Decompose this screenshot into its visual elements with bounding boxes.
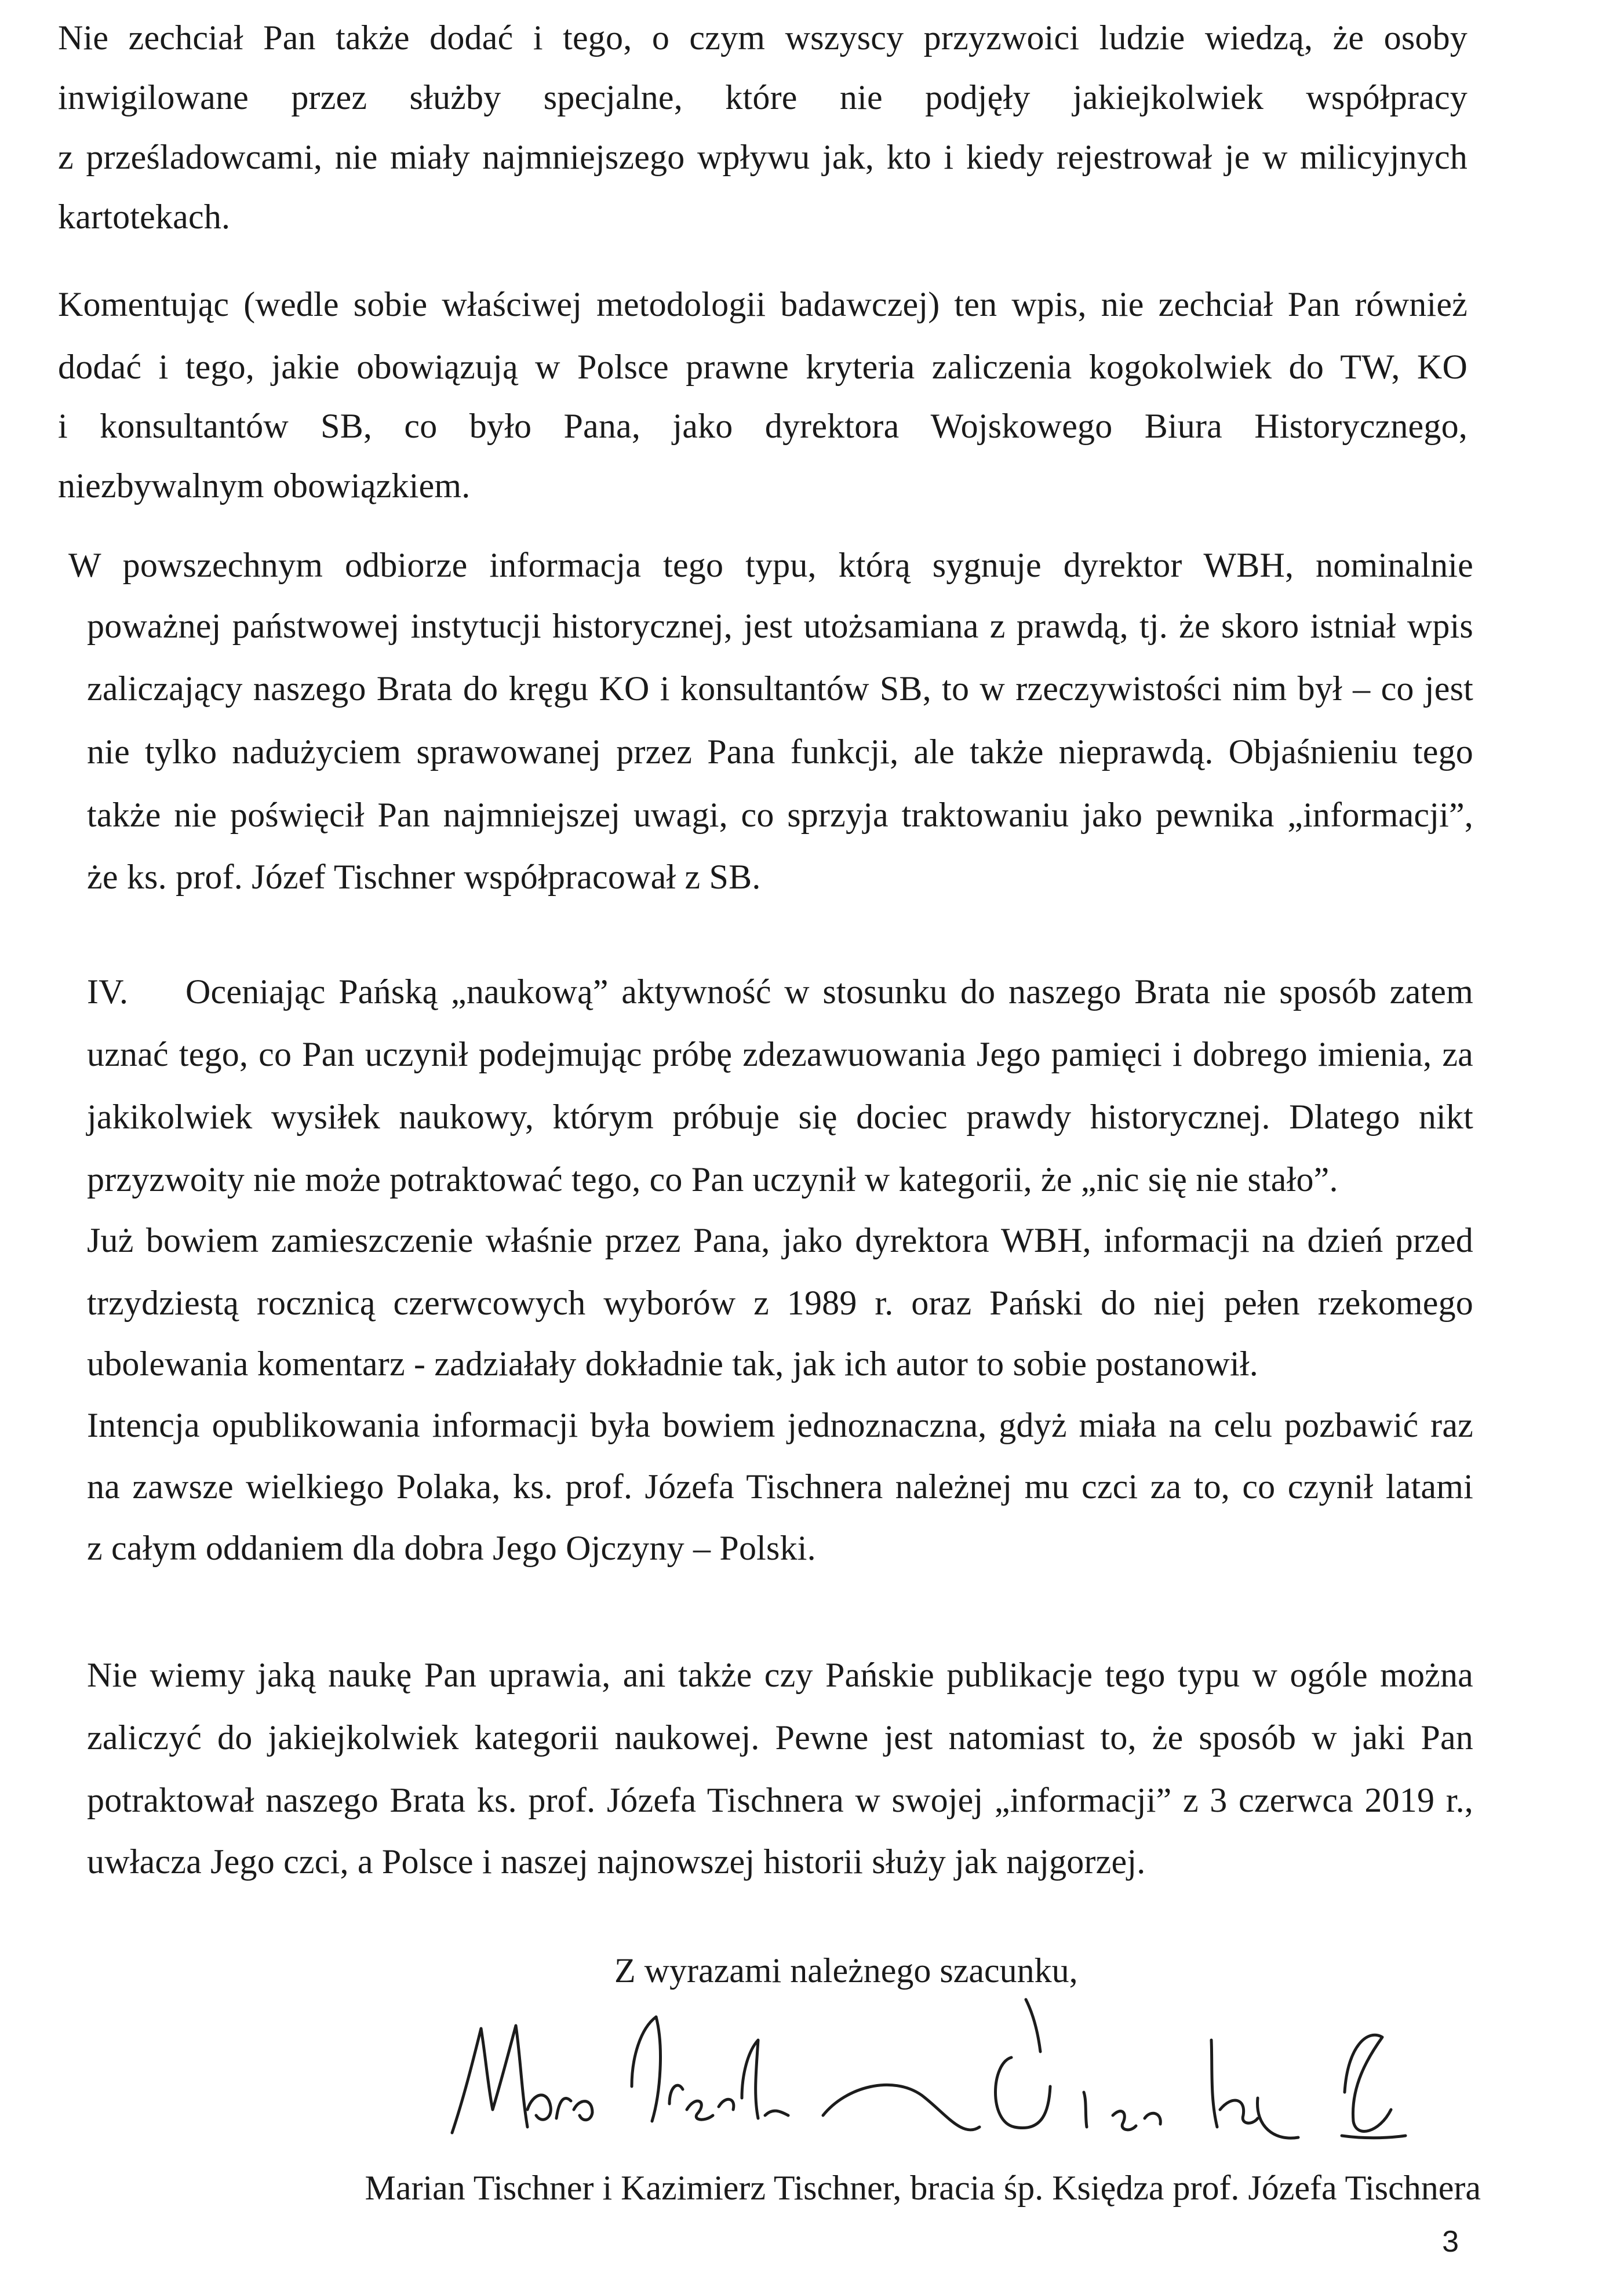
section-iv-line-4: przyzwoity nie może potraktować tego, co Pan uczynił w kategorii, że „nic się nie stało”.	[87, 1160, 1338, 1199]
paragraph-1-line-2: inwigilowane przez służby specjalne, które nie podjęły jakiejkolwiek współpracy	[58, 78, 1468, 116]
paragraph-7-line-4: uwłacza Jego czci, a Polsce i naszej najnowszej historii służy jak najgorzej.	[87, 1842, 1146, 1881]
paragraph-5-line-2: trzydziestą rocznicą czerwcowych wyborów z 1989 r. oraz Pański do niej pełen rzekomego	[87, 1284, 1473, 1322]
paragraph-7-line-1: Nie wiemy jaką naukę Pan uprawia, ani także czy Pańskie publikacje tego typu w ogóle można	[87, 1656, 1473, 1694]
paragraph-7-line-2: zaliczyć do jakiejkolwiek kategorii naukowej. Pewne jest natomiast to, że sposób w jaki Pan	[87, 1718, 1473, 1757]
paragraph-1-line-1: Nie zechciał Pan także dodać i tego, o czym wszyscy przyzwoici ludzie wiedzą, że osoby	[58, 19, 1468, 57]
section-iv-line-1-text: Oceniając Pańską „naukową” aktywność w stosunku do naszego Brata nie sposób zatem	[185, 973, 1473, 1011]
paragraph-3-line-1: W powszechnym odbiorze informacja tego typu, którą sygnuje dyrektor WBH, nominalnie	[68, 546, 1473, 584]
handwritten-signature	[440, 1994, 1437, 2156]
paragraph-1-line-3: z prześladowcami, nie miały najmniejszego wpływu jak, kto i kiedy rejestrował je w milicyjnych	[58, 138, 1468, 176]
paragraph-3-line-6: że ks. prof. Józef Tischner współpracował z SB.	[87, 858, 761, 896]
section-iv-line-3: jakikolwiek wysiłek naukowy, którym próbuje się dociec prawdy historycznej. Dlatego nikt	[87, 1098, 1473, 1136]
section-iv-line-2: uznać tego, co Pan uczynił podejmując próbę zdezawuowania Jego pamięci i dobrego imienia, za	[87, 1035, 1473, 1073]
paragraph-5-line-3: ubolewania komentarz - zadziałały dokładnie tak, jak ich autor to sobie postanowił.	[87, 1345, 1258, 1383]
paragraph-2-line-4: niezbywalnym obowiązkiem.	[58, 467, 471, 505]
paragraph-2-line-3: i konsultantów SB, co było Pana, jako dyrektora Wojskowego Biura Historycznego,	[58, 407, 1468, 445]
paragraph-6-line-2: na zawsze wielkiego Polaka, ks. prof. Józefa Tischnera należnej mu czci za to, co czynił latami	[87, 1467, 1473, 1506]
paragraph-2-line-2: dodać i tego, jakie obowiązują w Polsce prawne kryteria zaliczenia kogokolwiek do TW, KO	[58, 348, 1468, 386]
paragraph-5-line-1: Już bowiem zamieszczenie właśnie przez Pana, jako dyrektora WBH, informacji na dzień przed	[87, 1221, 1473, 1259]
signatories: Marian Tischner i Kazimierz Tischner, bracia śp. Księdza prof. Józefa Tischnera	[365, 2169, 1481, 2207]
page-number: 3	[1442, 2225, 1459, 2259]
paragraph-3-line-3: zaliczający naszego Brata do kręgu KO i konsultantów SB, to w rzeczywistości nim był – co jest	[87, 669, 1473, 708]
paragraph-3-line-4: nie tylko nadużyciem sprawowanej przez Pana funkcji, ale także nieprawdą. Objaśnieniu tego	[87, 733, 1473, 771]
closing-salutation: Z wyrazami należnego szacunku,	[614, 1951, 1078, 1990]
paragraph-3-line-5: także nie poświęcił Pan najmniejszej uwagi, co sprzyja traktowaniu jako pewnika „informacji”,	[87, 796, 1473, 834]
paragraph-3-line-2: poważnej państwowej instytucji historycznej, jest utożsamiana z prawdą, tj. że skoro istniał wpis	[87, 607, 1473, 645]
paragraph-1-line-4: kartotekach.	[58, 198, 231, 236]
paragraph-6-line-3: z całym oddaniem dla dobra Jego Ojczyny – Polski.	[87, 1529, 816, 1567]
paragraph-7-line-3: potraktował naszego Brata ks. prof. Józefa Tischnera w swojej „informacji” z 3 czerwca 2019 r.,	[87, 1781, 1473, 1819]
paragraph-6-line-1: Intencja opublikowania informacji była bowiem jednoznaczna, gdyż miała na celu pozbawić raz	[87, 1406, 1473, 1444]
paragraph-2-line-1: Komentując (wedle sobie właściwej metodologii badawczej) ten wpis, nie zechciał Pan również	[58, 285, 1468, 323]
section-iv-line-1	[87, 971, 1473, 1012]
section-number: IV.	[87, 973, 129, 1011]
